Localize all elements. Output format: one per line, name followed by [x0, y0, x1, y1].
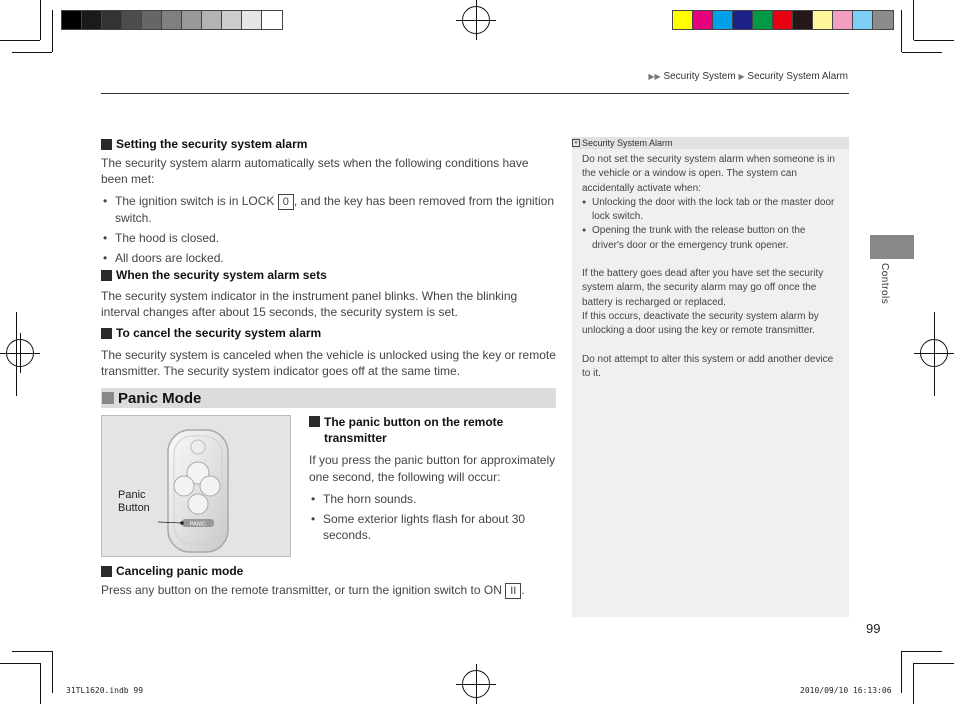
registration-mark: [0, 333, 40, 373]
square-bullet-icon: [101, 328, 112, 339]
heading-text: Panic Mode: [118, 389, 202, 407]
list-item: • All doors are locked.: [101, 250, 556, 266]
reference-icon: »: [572, 139, 580, 147]
square-bullet-icon: [101, 270, 112, 281]
canceling-panic-section: [101, 563, 571, 599]
breadcrumb-arrow-icon: ▶▶: [648, 72, 661, 81]
crop-mark: [913, 663, 914, 704]
crop-mark: [12, 651, 52, 652]
color-swatch: [813, 11, 833, 29]
square-bullet-icon: [101, 139, 112, 150]
section-heading: [101, 267, 556, 283]
paragraph: [101, 582, 571, 599]
crop-mark: [0, 40, 40, 41]
callout-text: Panic: [118, 489, 146, 501]
crop-mark: [12, 52, 52, 53]
side-note: [572, 137, 849, 617]
breadcrumb: [648, 71, 848, 82]
side-list-item: ● Opening the trunk with the release button on the driver's door or the emergency trunk opener.: [582, 224, 839, 253]
panic-key-text: PANIC: [189, 521, 207, 528]
section-heading: [101, 136, 556, 152]
heading-text: The panic button on the remote transmitter: [324, 415, 504, 445]
side-bullet-list: [582, 196, 839, 253]
chapter-tab-label: Controls: [879, 263, 890, 305]
color-swatch: [773, 11, 793, 29]
paragraph: If you press the panic button for approximately one second, the following will occur:: [309, 453, 556, 484]
list-item: [101, 193, 556, 226]
section-heading: [309, 414, 557, 446]
key-position-icon: II: [505, 583, 521, 599]
heading-text: Setting the security system alarm: [116, 137, 308, 151]
crop-mark: [901, 651, 902, 693]
callout-text: Button: [118, 502, 150, 514]
gray-swatch: [102, 11, 122, 29]
side-paragraph: If the battery goes dead after you have set the security system alarm, the security alarm may go off once the battery is recharged or replaced.: [582, 268, 824, 308]
spacer: [582, 253, 839, 267]
spacer: [582, 339, 839, 353]
side-paragraph: If this occurs, deactivate the security system alarm by unlocking a door using the key or remote transmitter.: [582, 310, 819, 337]
color-swatch: [833, 11, 853, 29]
color-swatch: [793, 11, 813, 29]
gray-swatch: [182, 11, 202, 29]
registration-mark: [456, 664, 496, 704]
color-swatch: [693, 11, 713, 29]
color-swatch: [853, 11, 873, 29]
paragraph: The security system is canceled when the vehicle is unlocked using the key or remote transmitter. The security system indicator goes off at the same time.: [101, 348, 556, 378]
section-heading: [101, 325, 556, 341]
square-bullet-icon: [102, 392, 114, 404]
bullet-list: [309, 491, 557, 543]
square-bullet-icon: [309, 416, 320, 427]
grayscale-bar: [61, 10, 283, 30]
crop-mark: [902, 651, 942, 652]
crop-mark: [40, 663, 41, 704]
crop-mark: [902, 52, 942, 53]
breadcrumb-item[interactable]: Security System: [663, 71, 736, 82]
crop-mark: [901, 10, 902, 52]
crop-mark: [16, 312, 17, 396]
side-note-title: [572, 137, 849, 149]
list-text: , and the key has been removed from the ignition switch.: [115, 194, 555, 225]
gray-swatch: [222, 11, 242, 29]
key-position-icon: 0: [278, 194, 294, 210]
heading-text: When the security system alarm sets: [116, 268, 327, 282]
crop-mark: [52, 10, 53, 52]
slug-filename: 31TL1620.indb 99: [66, 686, 144, 695]
crop-mark: [934, 312, 935, 396]
gray-swatch: [202, 11, 222, 29]
crop-mark: [913, 0, 914, 40]
panic-button-section: [309, 414, 557, 547]
gray-swatch: [242, 11, 262, 29]
crop-mark: [40, 0, 41, 40]
registration-mark: [456, 0, 496, 40]
breadcrumb-item-current: Security System Alarm: [747, 71, 848, 82]
paragraph-text: Press any button on the remote transmitter, or turn the ignition switch to ON: [101, 583, 506, 597]
side-note-title-text: Security System Alarm: [582, 138, 673, 148]
list-item: • The hood is closed.: [101, 230, 556, 246]
list-text: The ignition switch is in LOCK: [115, 194, 278, 208]
gray-swatch: [162, 11, 182, 29]
key-fob-illustration: [102, 416, 291, 557]
bullet-list: [101, 193, 556, 266]
slug-timestamp: 2010/09/10 16:13:06: [800, 686, 892, 695]
gray-swatch: [82, 11, 102, 29]
chapter-tab[interactable]: [870, 235, 914, 259]
side-note-body: [572, 149, 849, 381]
color-swatch: [873, 11, 893, 29]
color-bar: [672, 10, 894, 30]
breadcrumb-arrow-icon: ▶: [738, 72, 745, 81]
gray-swatch: [62, 11, 82, 29]
gray-swatch: [262, 11, 282, 29]
gray-swatch: [142, 11, 162, 29]
crop-mark: [0, 663, 40, 664]
side-paragraph: Do not attempt to alter this system or add another device to it.: [582, 353, 834, 379]
paragraph: The security system alarm automatically sets when the following conditions have been met:: [101, 156, 529, 186]
color-swatch: [713, 11, 733, 29]
gray-swatch: [122, 11, 142, 29]
square-bullet-icon: [101, 566, 112, 577]
key-fob-photo: [101, 415, 291, 557]
main-content: [101, 136, 556, 379]
page-number: 99: [866, 621, 881, 636]
paragraph-text: .: [521, 583, 525, 597]
color-swatch: [753, 11, 773, 29]
paragraph: The security system indicator in the instrument panel blinks. When the blinking interval changes after about 15 seconds, the security system is set.: [101, 289, 518, 319]
list-item: • Some exterior lights flash for about 30 seconds.: [309, 511, 557, 543]
header-rule: [101, 93, 849, 94]
panic-mode-heading: [101, 388, 556, 408]
section-heading: [101, 563, 571, 579]
side-list-item: ● Unlocking the door with the lock tab or the master door lock switch.: [582, 196, 839, 225]
color-swatch: [733, 11, 753, 29]
crop-mark: [914, 663, 954, 664]
callout-label: [118, 489, 150, 515]
heading-text: To cancel the security system alarm: [116, 326, 322, 340]
side-paragraph: Do not set the security system alarm when someone is in the vehicle or a window is open. The system can accidentally activate when:: [582, 154, 835, 194]
crop-mark: [52, 651, 53, 693]
heading-text: Canceling panic mode: [116, 564, 244, 578]
color-swatch: [673, 11, 693, 29]
list-item: • The horn sounds.: [309, 491, 557, 507]
crop-mark: [914, 40, 954, 41]
